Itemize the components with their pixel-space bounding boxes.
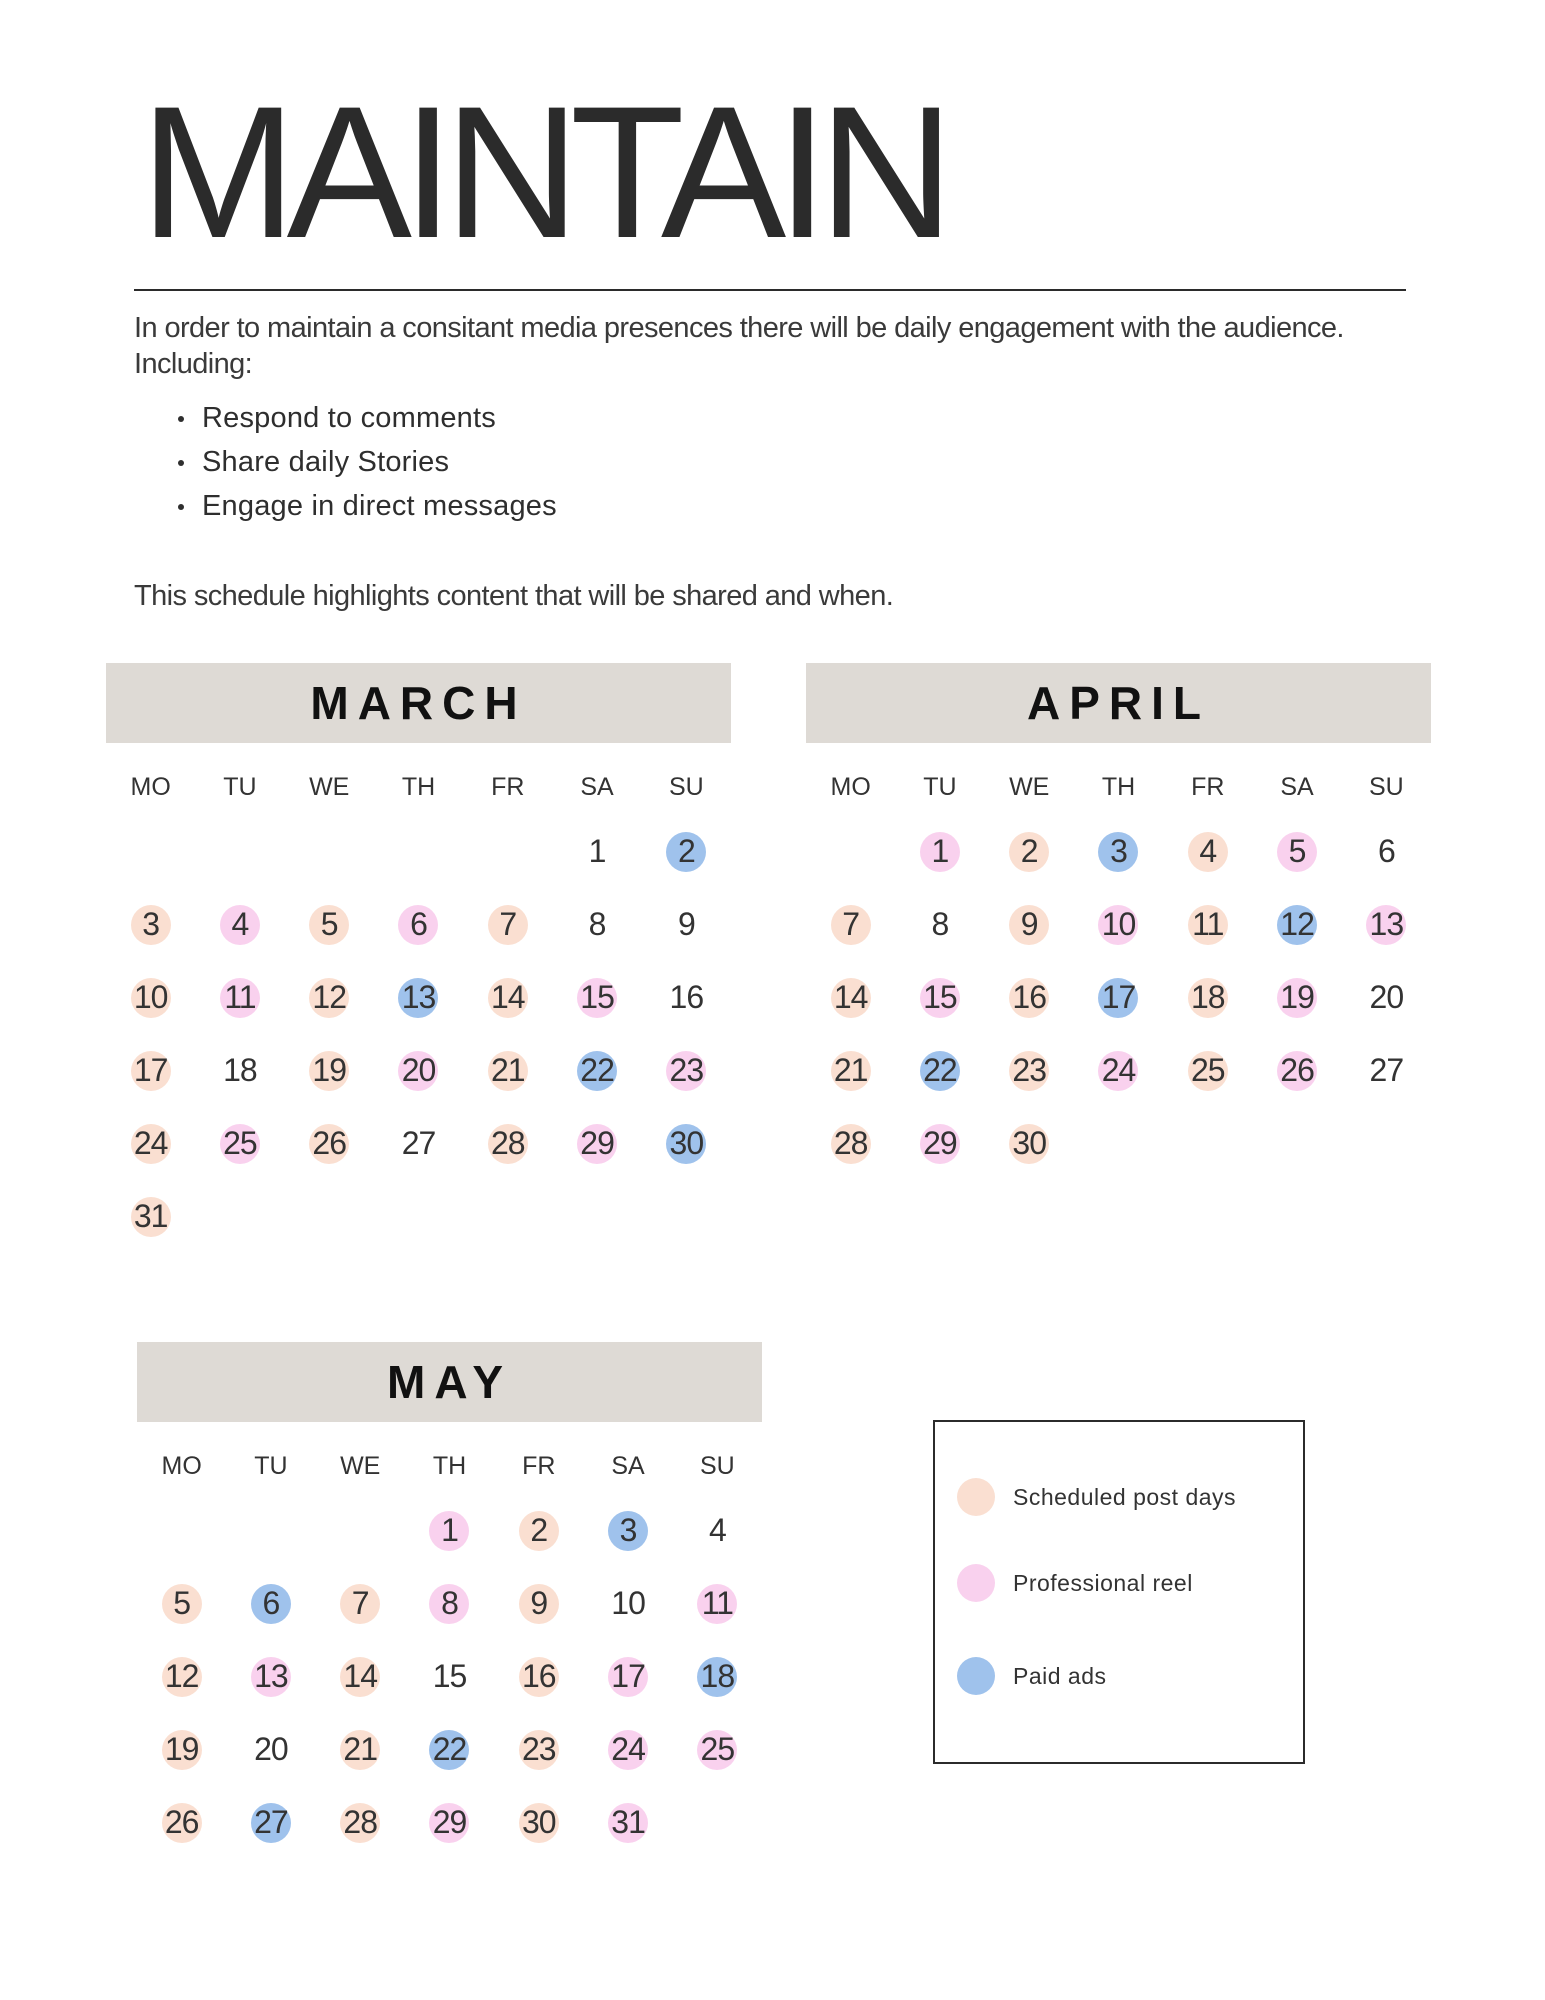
- day-number: 22: [920, 1051, 960, 1091]
- day-number: 19: [162, 1730, 202, 1770]
- calendar-day: [552, 961, 641, 1034]
- blue-dot-icon: [957, 1657, 995, 1695]
- calendar-day: [1074, 815, 1163, 888]
- calendar-may: [137, 1342, 762, 1859]
- day-number: 28: [488, 1124, 528, 1164]
- day-number: 9: [677, 906, 695, 942]
- calendar-day: [895, 1034, 984, 1107]
- empty-day: [226, 1494, 315, 1567]
- weekday-label: WE: [1009, 773, 1050, 801]
- day-number: 15: [432, 1658, 467, 1694]
- weekday-label: FR: [1191, 773, 1225, 801]
- calendar-day: [374, 1034, 463, 1107]
- calendar-day: [583, 1713, 672, 1786]
- calendar-day: [285, 961, 374, 1034]
- day-number: 22: [577, 1051, 617, 1091]
- day-number: 4: [220, 905, 260, 945]
- legend-item-ads: [957, 1657, 1107, 1695]
- calendar-day: [374, 888, 463, 961]
- calendar-day: [405, 1786, 494, 1859]
- calendar-day: [195, 888, 284, 961]
- calendar-day: [895, 888, 984, 961]
- calendar-day: [226, 1567, 315, 1640]
- day-number: 23: [519, 1730, 559, 1770]
- calendar-day: [494, 1786, 583, 1859]
- month-header: MARCH: [106, 663, 731, 743]
- calendar-day: [642, 1107, 731, 1180]
- empty-day: [137, 1494, 226, 1567]
- title-divider: [134, 289, 1406, 291]
- empty-day: [106, 815, 195, 888]
- day-number: 8: [429, 1584, 469, 1624]
- legend-box: [933, 1420, 1305, 1764]
- day-number: 14: [488, 978, 528, 1018]
- month-header: APRIL: [806, 663, 1431, 743]
- calendar-day: [1342, 815, 1431, 888]
- day-number: 5: [309, 905, 349, 945]
- day-number: 30: [519, 1803, 559, 1843]
- calendar-day: [806, 1107, 895, 1180]
- day-number: 20: [254, 1731, 288, 1767]
- page-title: MAINTAIN: [140, 67, 945, 277]
- empty-day: [463, 815, 552, 888]
- list-item: Engage in direct messages: [202, 484, 557, 528]
- calendar-day: [106, 1107, 195, 1180]
- day-number: 25: [1188, 1051, 1228, 1091]
- weekday-label: SU: [699, 1452, 735, 1480]
- day-number: 13: [398, 978, 438, 1018]
- day-number: 19: [1277, 978, 1317, 1018]
- calendar-day: [895, 961, 984, 1034]
- weekday-label: TH: [401, 773, 436, 801]
- calendar-day: [1074, 888, 1163, 961]
- day-number: 7: [488, 905, 528, 945]
- calendar-april: [806, 663, 1431, 1180]
- calendar-day: [1252, 1034, 1341, 1107]
- calendar-day: [806, 888, 895, 961]
- calendar-day: [1342, 1034, 1431, 1107]
- legend-label: Scheduled post days: [1013, 1483, 1237, 1510]
- calendar-day: [1342, 961, 1431, 1034]
- weekday-label: WE: [309, 773, 350, 801]
- day-number: 2: [1009, 832, 1049, 872]
- calendar-day: [316, 1786, 405, 1859]
- calendar-day: [1163, 961, 1252, 1034]
- day-number: 8: [931, 906, 949, 942]
- day-number: 28: [340, 1803, 380, 1843]
- empty-day: [374, 815, 463, 888]
- weekday-label: SU: [1368, 773, 1404, 801]
- weekday-row: [806, 769, 1431, 805]
- day-number: 24: [131, 1124, 171, 1164]
- calendar-day: [137, 1640, 226, 1713]
- day-number: 27: [251, 1803, 291, 1843]
- calendar-day: [806, 961, 895, 1034]
- calendar-day: [673, 1494, 762, 1567]
- calendar-day: [985, 1034, 1074, 1107]
- engagement-list: [202, 396, 557, 528]
- weekday-label: SA: [580, 773, 614, 801]
- calendar-day: [463, 1034, 552, 1107]
- calendar-day: [895, 1107, 984, 1180]
- day-number: 16: [1009, 978, 1049, 1018]
- day-number: 18: [1188, 978, 1228, 1018]
- pink-dot-icon: [957, 1564, 995, 1602]
- calendar-day: [642, 888, 731, 961]
- calendar-day: [405, 1567, 494, 1640]
- day-number: 17: [608, 1657, 648, 1697]
- calendar-day: [316, 1567, 405, 1640]
- calendar-day: [642, 961, 731, 1034]
- day-number: 10: [1098, 905, 1138, 945]
- calendar-day: [137, 1567, 226, 1640]
- calendar-day: [494, 1494, 583, 1567]
- day-number: 12: [309, 978, 349, 1018]
- day-number: 11: [220, 978, 260, 1018]
- day-number: 11: [1188, 905, 1228, 945]
- day-number: 12: [1277, 905, 1317, 945]
- day-number: 28: [831, 1124, 871, 1164]
- calendar-day: [226, 1713, 315, 1786]
- weekday-label: TH: [1101, 773, 1136, 801]
- empty-day: [316, 1494, 405, 1567]
- calendar-day: [494, 1713, 583, 1786]
- calendar-day: [316, 1640, 405, 1713]
- day-number: 15: [920, 978, 960, 1018]
- day-number: 11: [697, 1584, 737, 1624]
- calendar-day: [895, 815, 984, 888]
- day-number: 24: [1098, 1051, 1138, 1091]
- calendar-day: [985, 1107, 1074, 1180]
- calendar-day: [226, 1786, 315, 1859]
- calendar-day: [583, 1640, 672, 1713]
- weekday-label: FR: [491, 773, 525, 801]
- calendar-day: [1074, 1034, 1163, 1107]
- calendar-day: [673, 1567, 762, 1640]
- calendar-day: [552, 1107, 641, 1180]
- calendar-day: [1342, 888, 1431, 961]
- calendar-day: [195, 961, 284, 1034]
- day-number: 6: [398, 905, 438, 945]
- day-number: 1: [588, 833, 606, 869]
- day-number: 31: [131, 1197, 171, 1237]
- calendar-day: [583, 1786, 672, 1859]
- day-number: 10: [611, 1585, 645, 1621]
- day-number: 7: [340, 1584, 380, 1624]
- day-number: 26: [162, 1803, 202, 1843]
- calendar-day: [463, 961, 552, 1034]
- month-header: MAY: [137, 1342, 762, 1422]
- day-number: 5: [1277, 832, 1317, 872]
- day-number: 30: [1009, 1124, 1049, 1164]
- day-number: 23: [1009, 1051, 1049, 1091]
- day-number: 18: [697, 1657, 737, 1697]
- day-number: 24: [608, 1730, 648, 1770]
- calendar-day: [494, 1640, 583, 1713]
- list-item: Share daily Stories: [202, 440, 557, 484]
- calendar-day: [985, 961, 1074, 1034]
- weekday-label: MO: [130, 773, 171, 801]
- weekday-label: TU: [254, 1452, 288, 1480]
- day-number: 30: [666, 1124, 706, 1164]
- legend-label: Professional reel: [1013, 1569, 1193, 1596]
- day-number: 25: [220, 1124, 260, 1164]
- calendar-day: [285, 888, 374, 961]
- calendar-day: [137, 1713, 226, 1786]
- day-number: 5: [162, 1584, 202, 1624]
- day-number: 4: [1188, 832, 1228, 872]
- calendar-day: [285, 1107, 374, 1180]
- calendar-day: [642, 1034, 731, 1107]
- calendar-day: [1252, 815, 1341, 888]
- day-number: 9: [1009, 905, 1049, 945]
- day-number: 27: [401, 1125, 436, 1161]
- calendar-day: [552, 888, 641, 961]
- day-number: 6: [251, 1584, 291, 1624]
- calendar-day: [316, 1713, 405, 1786]
- day-number: 1: [920, 832, 960, 872]
- calendar-day: [285, 1034, 374, 1107]
- calendar-day: [1252, 888, 1341, 961]
- calendar-day: [673, 1640, 762, 1713]
- day-number: 25: [697, 1730, 737, 1770]
- day-number: 21: [488, 1051, 528, 1091]
- calendar-day: [226, 1640, 315, 1713]
- legend-label: Paid ads: [1013, 1662, 1107, 1689]
- calendar-day: [642, 815, 731, 888]
- day-number: 14: [340, 1657, 380, 1697]
- weekday-row: [137, 1448, 762, 1484]
- day-number: 22: [429, 1730, 469, 1770]
- calendar-day: [494, 1567, 583, 1640]
- day-number: 7: [831, 905, 871, 945]
- day-grid: [806, 815, 1431, 1180]
- calendar-day: [405, 1713, 494, 1786]
- calendar-day: [405, 1494, 494, 1567]
- weekday-row: [106, 769, 731, 805]
- weekday-label: WE: [340, 1452, 381, 1480]
- weekday-label: SU: [668, 773, 704, 801]
- day-number: 8: [588, 906, 606, 942]
- calendar-day: [106, 961, 195, 1034]
- calendar-day: [985, 888, 1074, 961]
- calendar-day: [106, 1180, 195, 1253]
- calendar-day: [552, 815, 641, 888]
- day-number: 13: [251, 1657, 291, 1697]
- intro-paragraph: In order to maintain a consitant media presences there will be daily engagement with the audience. Including:: [134, 312, 1344, 380]
- day-number: 3: [608, 1511, 648, 1551]
- day-number: 16: [669, 979, 704, 1015]
- weekday-label: MO: [161, 1452, 202, 1480]
- calendar-day: [106, 888, 195, 961]
- day-number: 26: [309, 1124, 349, 1164]
- day-number: 31: [608, 1803, 648, 1843]
- weekday-label: MO: [830, 773, 871, 801]
- day-number: 27: [1369, 1052, 1404, 1088]
- day-number: 13: [1366, 905, 1406, 945]
- day-number: 4: [708, 1512, 726, 1548]
- weekday-label: SA: [611, 1452, 645, 1480]
- day-number: 3: [1098, 832, 1138, 872]
- calendar-day: [1163, 888, 1252, 961]
- empty-day: [806, 815, 895, 888]
- calendar-day: [374, 961, 463, 1034]
- calendar-day: [1163, 1034, 1252, 1107]
- day-number: 21: [831, 1051, 871, 1091]
- weekday-label: TU: [923, 773, 957, 801]
- calendar-day: [374, 1107, 463, 1180]
- calendar-day: [552, 1034, 641, 1107]
- day-number: 16: [519, 1657, 559, 1697]
- day-number: 1: [429, 1511, 469, 1551]
- weekday-label: SA: [1280, 773, 1314, 801]
- calendar-day: [463, 888, 552, 961]
- calendar-day: [405, 1640, 494, 1713]
- calendar-day: [1163, 815, 1252, 888]
- calendar-day: [106, 1034, 195, 1107]
- day-number: 17: [1098, 978, 1138, 1018]
- weekday-label: TH: [432, 1452, 467, 1480]
- calendar-day: [583, 1567, 672, 1640]
- day-number: 15: [577, 978, 617, 1018]
- day-number: 14: [831, 978, 871, 1018]
- empty-day: [285, 815, 374, 888]
- calendar-march: [106, 663, 731, 1253]
- calendar-day: [463, 1107, 552, 1180]
- calendar-day: [1252, 961, 1341, 1034]
- peach-dot-icon: [957, 1478, 995, 1516]
- weekday-label: TU: [223, 773, 257, 801]
- day-number: 17: [131, 1051, 171, 1091]
- calendar-day: [195, 1034, 284, 1107]
- legend-item-reel: [957, 1564, 1193, 1602]
- day-number: 2: [666, 832, 706, 872]
- day-number: 6: [1377, 833, 1395, 869]
- calendar-day: [806, 1034, 895, 1107]
- calendar-day: [583, 1494, 672, 1567]
- day-number: 23: [666, 1051, 706, 1091]
- day-number: 26: [1277, 1051, 1317, 1091]
- day-number: 20: [398, 1051, 438, 1091]
- day-number: 3: [131, 905, 171, 945]
- day-number: 9: [519, 1584, 559, 1624]
- day-number: 29: [577, 1124, 617, 1164]
- day-number: 2: [519, 1511, 559, 1551]
- day-number: 29: [429, 1803, 469, 1843]
- day-grid: [137, 1494, 762, 1859]
- calendar-day: [985, 815, 1074, 888]
- calendar-day: [673, 1713, 762, 1786]
- empty-day: [195, 815, 284, 888]
- schedule-note: This schedule highlights content that will be shared and when.: [134, 580, 894, 612]
- calendar-day: [195, 1107, 284, 1180]
- day-number: 29: [920, 1124, 960, 1164]
- day-number: 18: [223, 1052, 257, 1088]
- day-number: 10: [131, 978, 171, 1018]
- day-number: 12: [162, 1657, 202, 1697]
- day-grid: [106, 815, 731, 1253]
- day-number: 20: [1369, 979, 1404, 1015]
- list-item: Respond to comments: [202, 396, 557, 440]
- day-number: 19: [309, 1051, 349, 1091]
- weekday-label: FR: [522, 1452, 556, 1480]
- day-number: 21: [340, 1730, 380, 1770]
- calendar-day: [137, 1786, 226, 1859]
- calendar-day: [1074, 961, 1163, 1034]
- legend-item-post: [957, 1478, 1236, 1516]
